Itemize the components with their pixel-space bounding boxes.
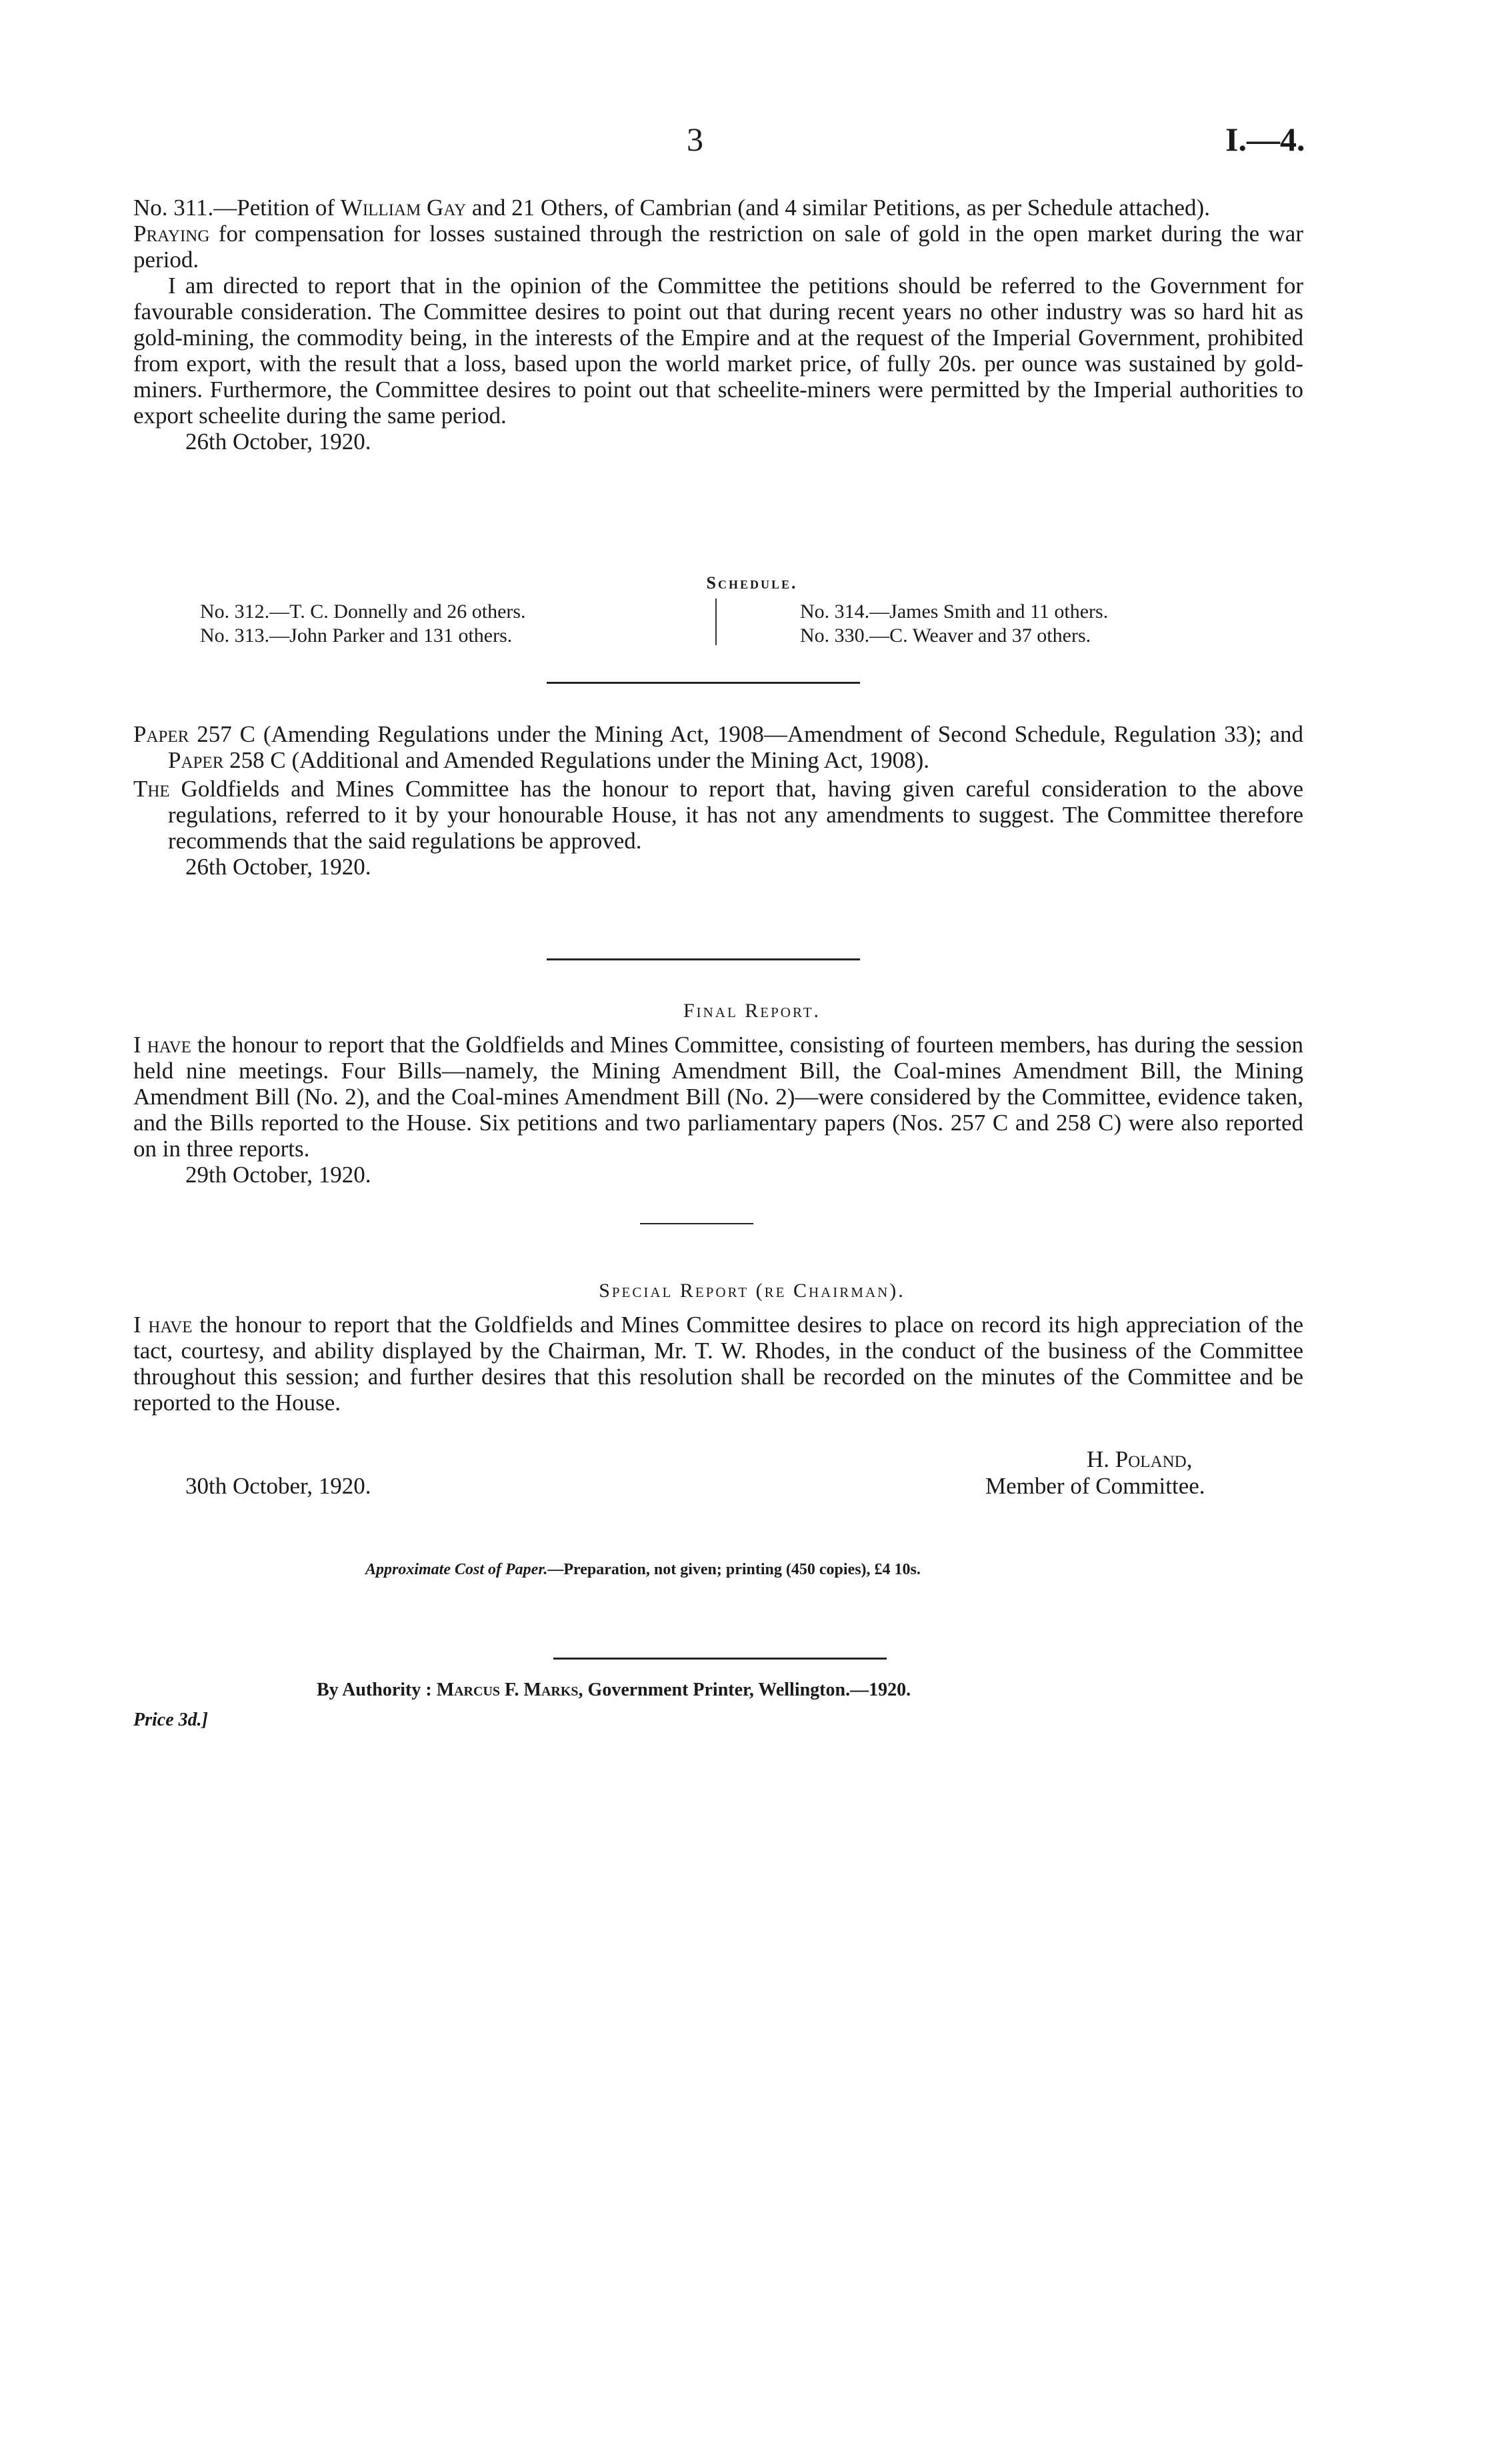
signatory-role: Member of Committee. [985,1473,1205,1499]
document-reference: I.—4. [1225,121,1305,158]
papers-heading: Paper 257 C (Amending Regulations under the Mining Act, 1908—Amendment of Second Schedule, Regulation 33); and Paper 258 C (Additional and Amended Regulations under the Mining Act, 1908). [133,721,1303,773]
short-rule [640,1223,753,1224]
footer-rule [553,1658,887,1660]
printer-authority: By Authority : Marcus F. Marks, Government Printer, Wellington.—1920. [317,1680,911,1700]
schedule-entry: No. 313.—John Parker and 131 others. [200,624,513,646]
schedule-entry: No. 314.—James Smith and 11 others. [800,601,1109,622]
petition-heading: No. 311.—Petition of William Gay and 21 Others, of Cambrian (and 4 similar Petitions, as per Schedule attached). [133,195,1210,221]
schedule-divider [715,599,717,645]
petition-report-paragraph: I am directed to report that in the opinion of the Committee the petitions should be referred to the Government for favourable consideration. The Committee desires to point out that during recent years no other industry was so hard hit as gold-mining, the commodity being, in the interests of the Empire and at the request of the Imperial Government, prohibited from export, with the result that a loss, based upon the world market price, of fully 20s. per ounce was sustained by gold-miners. Furthermore, the Committee desires to point out that scheelite-miners were permitted by the Imperial authorities to export scheelite during the same period. [133,273,1303,429]
schedule-right-column [800,600,1108,648]
praying-paragraph: Praying for compensation for losses sustained through the restriction on sale of gold in the open market during the war period. [133,221,1303,273]
cost-note: Approximate Cost of Paper.—Preparation, not given; printing (450 copies), £4 10s. [365,1561,921,1578]
section-rule [547,682,860,684]
schedule-left-column [200,600,526,648]
papers-section [133,721,1303,880]
petition-section [133,195,1303,455]
price-note: Price 3d.] [133,1710,208,1730]
papers-date: 26th October, 1920. [185,854,371,880]
schedule-heading: Schedule. [706,573,798,593]
petitioner-name: William Gay [340,195,467,221]
section-rule [547,958,860,960]
final-report-paragraph: I have the honour to report that the Goldfields and Mines Committee, consisting of fourteen members, has during the session held nine meetings. Four Bills—namely, the Mining Amendment Bill, the Coal-mines Amendment Bill, the Mining Amendment Bill (No. 2), and the Coal-mines Amendment Bill (No. 2)—were considered by the Committee, evidence taken, and the Bills reported to the House. Six petitions and two parliamentary papers (Nos. 257 C and 258 C) were also reported on in three reports. [133,1032,1303,1162]
page-number: 3 [687,121,703,158]
final-report-heading: Final Report. [683,1000,821,1022]
special-report-date: 30th October, 1920. [185,1473,371,1499]
special-report-heading: Special Report (re Chairman). [599,1280,905,1302]
schedule-entry: No. 330.—C. Weaver and 37 others. [800,624,1091,646]
final-report-section [133,1032,1303,1188]
papers-report-paragraph: The Goldfields and Mines Committee has the honour to report that, having given careful consideration to the above regulations, referred to it by your honourable House, it has not any amendments to suggest. The Committee therefore recommends that the said regulations be approved. [133,776,1303,854]
petition-date: 26th October, 1920. [185,429,371,455]
signatory-name: H. Poland, [1087,1446,1193,1472]
special-report-paragraph: I have the honour to report that the Goldfields and Mines Committee desires to place on record its high appreciation of the tact, courtesy, and ability displayed by the Chairman, Mr. T. W. Rhodes, in the conduct of the business of the Committee throughout this session; and further desires that this resolution shall be recorded on the minutes of the Committee and be reported to the House. [133,1312,1303,1416]
schedule-entry: No. 312.—T. C. Donnelly and 26 others. [200,601,526,622]
special-report-section [133,1312,1303,1416]
final-report-date: 29th October, 1920. [185,1162,371,1188]
